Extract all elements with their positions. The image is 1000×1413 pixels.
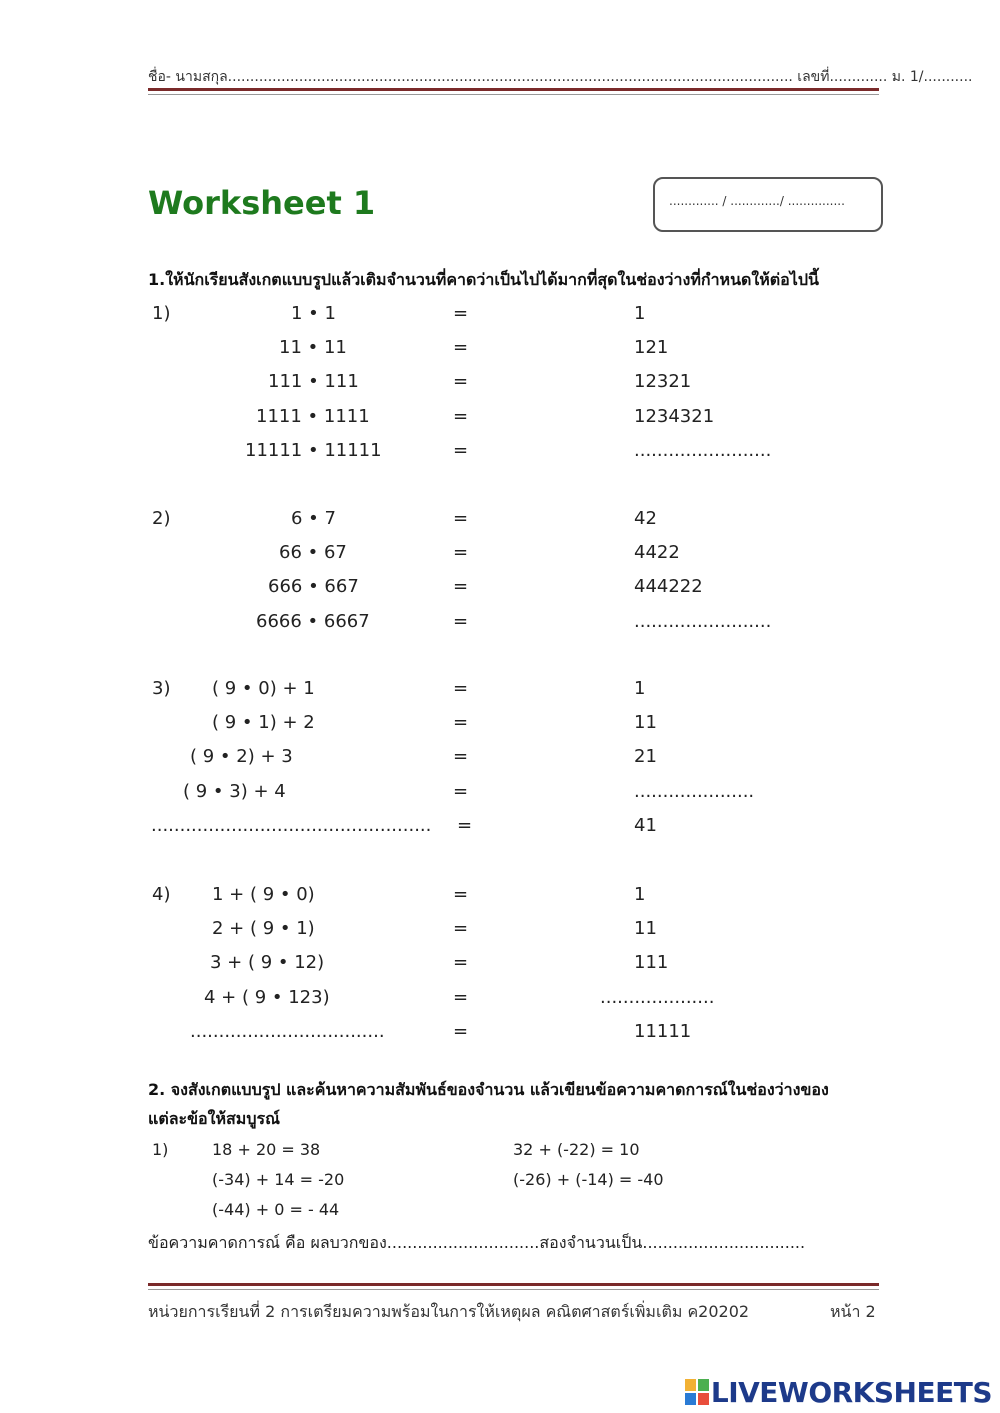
q1-expression: 4 + ( 9 • 123)	[204, 986, 330, 1008]
q2-left-eq-1: 18 + 20 = 38	[212, 1140, 321, 1159]
date-placeholder: ............. / ............./ ...............	[669, 194, 845, 208]
q2-left-eq-2: (-34) + 14 = -20	[212, 1170, 345, 1189]
q1-equals-sign: =	[453, 610, 469, 632]
q1-equals-sign: =	[453, 780, 469, 802]
q1-expression: 1111 • 1111	[256, 405, 370, 427]
q1-result: 444222	[634, 576, 703, 598]
student-info-line[interactable]: ชื่อ- นามสกุล............................................................................................................................... เลขที่............. ม. 1/...........	[148, 69, 973, 85]
q1-equals-sign: =	[453, 746, 469, 768]
date-box[interactable]	[653, 177, 883, 232]
q1-expression[interactable]: ..................................	[190, 1020, 385, 1042]
q2-right-eq-2: (-26) + (-14) = -40	[513, 1170, 664, 1189]
question-1-title: 1.ให้นักเรียนสังเกตแบบรูปแล้วเติมจำนวนที่คาดว่าเป็นไปได้มากที่สุดในช่องว่างที่กำหนดให้ต่อไปนี้	[148, 270, 819, 289]
q2-item-label: 1)	[152, 1140, 169, 1159]
q1-expression: 1 • 1	[291, 303, 336, 324]
q1-result: 4422	[634, 542, 680, 564]
brand-name: LIVEWORKSHEETS	[710, 1376, 992, 1409]
header-rule-thin	[148, 94, 879, 95]
q1-expression[interactable]: .................................................	[151, 814, 432, 836]
q1-result: 1	[634, 678, 646, 699]
q1-expression: 1 + ( 9 • 0)	[212, 884, 315, 905]
q1-result: 21	[634, 746, 657, 768]
q1-expression: 6 • 7	[291, 508, 336, 529]
q1-expression: 11 • 11	[279, 337, 347, 359]
q1-equals-sign: =	[453, 439, 469, 461]
q1-result: 11	[634, 712, 657, 734]
q1-group-label: 2)	[152, 508, 171, 529]
worksheet-title: Worksheet 1	[148, 184, 376, 222]
q1-expression: ( 9 • 2) + 3	[190, 746, 293, 768]
question-2-title-line2: แต่ละข้อให้สมบูรณ์	[148, 1109, 280, 1128]
q1-equals-sign: =	[453, 986, 469, 1008]
q1-equals-sign: =	[453, 337, 469, 359]
q1-equals-sign: =	[453, 371, 469, 393]
footer-unit: หน่วยการเรียนที่ 2 การเตรียมความพร้อมในการให้เหตุผล คณิตศาสตร์เพิ่มเติม ค20202	[148, 1302, 750, 1321]
q1-group-label: 1)	[152, 303, 171, 324]
q1-equals-sign: =	[457, 814, 473, 836]
q1-result: 1	[634, 303, 646, 324]
q1-equals-sign: =	[453, 678, 469, 699]
q1-equals-sign: =	[453, 542, 469, 564]
footer-rule-thin	[148, 1289, 879, 1290]
q1-equals-sign: =	[453, 576, 469, 598]
q1-expression: 3 + ( 9 • 12)	[210, 952, 325, 974]
q2-conjecture-line[interactable]: ข้อความคาดการณ์ คือ ผลบวกของ..............................สองจำนวนเป็น................................	[148, 1233, 806, 1252]
q1-expression: 6666 • 6667	[256, 610, 370, 632]
q1-expression: ( 9 • 3) + 4	[183, 780, 286, 802]
q1-equals-sign: =	[453, 712, 469, 734]
footer-page-number: หน้า 2	[830, 1302, 876, 1321]
q2-left-eq-3: (-44) + 0 = - 44	[212, 1200, 340, 1219]
q1-result: 12321	[634, 371, 692, 393]
q1-result: 41	[634, 814, 657, 836]
q1-result: 121	[634, 337, 669, 359]
q1-answer-blank[interactable]: ........................	[634, 439, 772, 461]
q1-group-label: 3)	[152, 678, 171, 699]
q1-equals-sign: =	[453, 884, 469, 905]
q1-result: 42	[634, 508, 657, 529]
q1-expression: 66 • 67	[279, 542, 347, 564]
question-2-title-line1: 2. จงสังเกตแบบรูป และค้นหาความสัมพันธ์ของจำนวน แล้วเขียนข้อความคาดการณ์ในช่องว่างของ	[148, 1080, 829, 1099]
q1-result: 1234321	[634, 405, 715, 427]
q1-expression: 2 + ( 9 • 1)	[212, 918, 315, 940]
q1-answer-blank[interactable]: .....................	[634, 780, 755, 802]
q2-right-eq-1: 32 + (-22) = 10	[513, 1140, 640, 1159]
q1-result: 111	[634, 952, 669, 974]
header-rule	[148, 88, 879, 91]
q1-result: 11	[634, 918, 657, 940]
liveworksheets-brand[interactable]	[685, 1376, 992, 1409]
q1-expression: 11111 • 11111	[245, 439, 382, 461]
q1-expression: 111 • 111	[268, 371, 359, 393]
q1-result: 11111	[634, 1020, 692, 1042]
liveworksheets-logo-icon	[685, 1379, 709, 1405]
q1-equals-sign: =	[453, 918, 469, 940]
q1-expression: ( 9 • 1) + 2	[212, 712, 315, 734]
q1-answer-blank[interactable]: ....................	[600, 986, 715, 1008]
q1-equals-sign: =	[453, 1020, 469, 1042]
footer-rule	[148, 1283, 879, 1286]
q1-equals-sign: =	[453, 405, 469, 427]
q1-equals-sign: =	[453, 508, 469, 529]
q1-expression: 666 • 667	[268, 576, 359, 598]
q1-result: 1	[634, 884, 646, 905]
q1-equals-sign: =	[453, 952, 469, 974]
q1-expression: ( 9 • 0) + 1	[212, 678, 315, 699]
q1-answer-blank[interactable]: ........................	[634, 610, 772, 632]
q1-equals-sign: =	[453, 303, 469, 324]
q1-group-label: 4)	[152, 884, 171, 905]
